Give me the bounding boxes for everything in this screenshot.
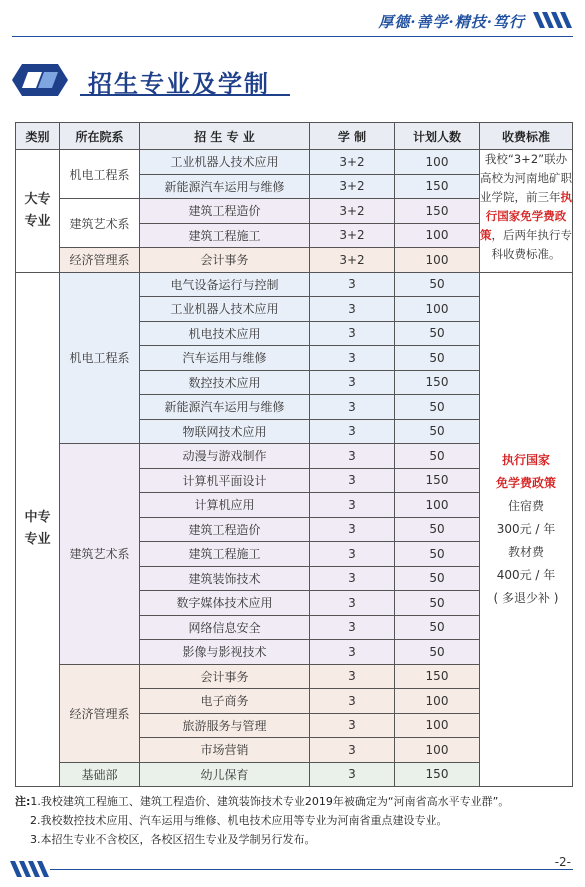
major-cell: 工业机器人技术应用 <box>140 297 310 322</box>
years-cell: 3+2 <box>310 223 395 248</box>
fee-books-amount: 400元 / 年 <box>496 567 556 582</box>
count-cell: 50 <box>395 640 480 665</box>
years-cell: 3 <box>310 370 395 395</box>
col-header-major: 招 生 专 业 <box>140 123 310 150</box>
years-cell: 3 <box>310 444 395 469</box>
major-cell: 建筑工程造价 <box>140 517 310 542</box>
major-cell: 建筑工程施工 <box>140 223 310 248</box>
major-cell: 机电技术应用 <box>140 321 310 346</box>
fee-policy-highlight: 执行国家免学费政策 <box>480 190 572 242</box>
count-cell: 100 <box>395 713 480 738</box>
footer-stripes-icon <box>10 861 50 877</box>
dept-cell: 经济管理系 <box>60 248 140 273</box>
count-cell: 50 <box>395 615 480 640</box>
section-logo-icon <box>12 60 68 100</box>
years-cell: 3 <box>310 566 395 591</box>
table-row <box>16 150 573 175</box>
major-cell: 新能源汽车运用与维修 <box>140 395 310 420</box>
years-cell: 3 <box>310 542 395 567</box>
major-cell: 网络信息安全 <box>140 615 310 640</box>
major-cell: 会计事务 <box>140 248 310 273</box>
fee-policy-highlight: 执行国家 <box>501 452 550 467</box>
fee-text-part: 我校“3+2”联办高校为河南地矿职业学院，前三年 <box>480 152 572 204</box>
years-cell: 3 <box>310 591 395 616</box>
table-header-row <box>16 123 573 150</box>
major-cell: 数字媒体技术应用 <box>140 591 310 616</box>
col-header-fee: 收费标准 <box>480 123 573 150</box>
major-cell: 电气设备运行与控制 <box>140 272 310 297</box>
count-cell: 150 <box>395 199 480 224</box>
category-label: 大专 <box>24 191 51 207</box>
count-cell: 50 <box>395 321 480 346</box>
count-cell: 100 <box>395 297 480 322</box>
col-header-count: 计划人数 <box>395 123 480 150</box>
count-cell: 100 <box>395 689 480 714</box>
footnote-label: 注: <box>15 795 31 808</box>
years-cell: 3 <box>310 468 395 493</box>
count-cell: 150 <box>395 370 480 395</box>
major-cell: 物联网技术应用 <box>140 419 310 444</box>
major-cell: 工业机器人技术应用 <box>140 150 310 175</box>
category-label: 专业 <box>24 213 51 229</box>
years-cell: 3 <box>310 664 395 689</box>
years-cell: 3+2 <box>310 150 395 175</box>
count-cell: 100 <box>395 738 480 763</box>
col-header-dept: 所在院系 <box>60 123 140 150</box>
dept-cell: 建筑艺术系 <box>60 444 140 665</box>
count-cell: 50 <box>395 591 480 616</box>
fee-dazhuan <box>480 150 573 273</box>
major-cell: 市场营销 <box>140 738 310 763</box>
years-cell: 3 <box>310 419 395 444</box>
years-cell: 3 <box>310 713 395 738</box>
major-cell: 新能源汽车运用与维修 <box>140 174 310 199</box>
count-cell: 50 <box>395 517 480 542</box>
table-row <box>16 272 573 297</box>
count-cell: 50 <box>395 566 480 591</box>
fee-lodging-amount: 300元 / 年 <box>496 521 556 536</box>
years-cell: 3+2 <box>310 199 395 224</box>
page-header <box>0 0 585 44</box>
header-rule <box>12 36 573 37</box>
years-cell: 3 <box>310 395 395 420</box>
major-cell: 幼儿保育 <box>140 762 310 787</box>
dept-cell: 经济管理系 <box>60 664 140 762</box>
category-label: 专业 <box>24 532 51 548</box>
fee-lodging-label: 住宿费 <box>507 498 544 513</box>
count-cell: 150 <box>395 174 480 199</box>
major-cell: 动漫与游戏制作 <box>140 444 310 469</box>
major-cell: 计算机平面设计 <box>140 468 310 493</box>
fee-policy-highlight: 免学费政策 <box>495 475 556 490</box>
count-cell: 50 <box>395 346 480 371</box>
years-cell: 3 <box>310 346 395 371</box>
years-cell: 3 <box>310 493 395 518</box>
count-cell: 50 <box>395 444 480 469</box>
years-cell: 3 <box>310 738 395 763</box>
years-cell: 3 <box>310 297 395 322</box>
page-title: 招生专业及学制 <box>88 70 270 98</box>
dept-cell: 机电工程系 <box>60 150 140 199</box>
count-cell: 50 <box>395 395 480 420</box>
count-cell: 50 <box>395 272 480 297</box>
years-cell: 3+2 <box>310 248 395 273</box>
col-header-years: 学 制 <box>310 123 395 150</box>
section-title-row <box>12 60 572 100</box>
header-stripes-icon <box>533 12 573 28</box>
count-cell: 150 <box>395 468 480 493</box>
fee-zhongzhuan <box>480 272 573 787</box>
count-cell: 150 <box>395 762 480 787</box>
years-cell: 3 <box>310 517 395 542</box>
count-cell: 50 <box>395 419 480 444</box>
page-number: -2- <box>554 855 571 869</box>
major-cell: 计算机应用 <box>140 493 310 518</box>
count-cell: 100 <box>395 223 480 248</box>
footer-rule <box>50 869 573 870</box>
major-cell: 影像与影视技术 <box>140 640 310 665</box>
years-cell: 3 <box>310 615 395 640</box>
years-cell: 3+2 <box>310 174 395 199</box>
footnote-text: 1.我校建筑工程施工、建筑工程造价、建筑装饰技术专业2019年被确定为“河南省高水平专业群”。 <box>30 795 510 808</box>
count-cell: 50 <box>395 542 480 567</box>
dept-cell: 建筑艺术系 <box>60 199 140 248</box>
footnote-1 <box>15 792 575 811</box>
col-header-category: 类别 <box>16 123 60 150</box>
category-zhongzhuan <box>16 272 60 787</box>
category-label: 中专 <box>24 510 51 526</box>
footnote-2: 2.我校数控技术应用、汽车运用与维修、机电技术应用等专业为河南省重点建设专业。 <box>30 814 448 827</box>
title-underline <box>80 94 290 96</box>
major-cell: 汽车运用与维修 <box>140 346 310 371</box>
major-cell: 电子商务 <box>140 689 310 714</box>
dept-cell: 机电工程系 <box>60 272 140 444</box>
footnote-3: 3.本招生专业不含校区，各校区招生专业及学制另行发布。 <box>30 833 316 846</box>
major-cell: 建筑工程施工 <box>140 542 310 567</box>
dept-cell: 基础部 <box>60 762 140 787</box>
count-cell: 100 <box>395 248 480 273</box>
fee-books-note: ( 多退少补 ) <box>493 590 559 605</box>
category-dazhuan <box>16 150 60 273</box>
count-cell: 100 <box>395 150 480 175</box>
fee-books-label: 教材费 <box>507 544 544 559</box>
count-cell: 150 <box>395 664 480 689</box>
major-cell: 建筑工程造价 <box>140 199 310 224</box>
footnotes <box>15 792 575 849</box>
years-cell: 3 <box>310 272 395 297</box>
years-cell: 3 <box>310 762 395 787</box>
count-cell: 100 <box>395 493 480 518</box>
enrollment-table <box>15 122 573 787</box>
major-cell: 数控技术应用 <box>140 370 310 395</box>
school-motto: 厚德·善学·精技·笃行 <box>378 13 525 31</box>
years-cell: 3 <box>310 640 395 665</box>
major-cell: 会计事务 <box>140 664 310 689</box>
fee-text-part: ，后两年执行专科收费标准。 <box>491 228 572 261</box>
years-cell: 3 <box>310 321 395 346</box>
years-cell: 3 <box>310 689 395 714</box>
major-cell: 旅游服务与管理 <box>140 713 310 738</box>
major-cell: 建筑装饰技术 <box>140 566 310 591</box>
